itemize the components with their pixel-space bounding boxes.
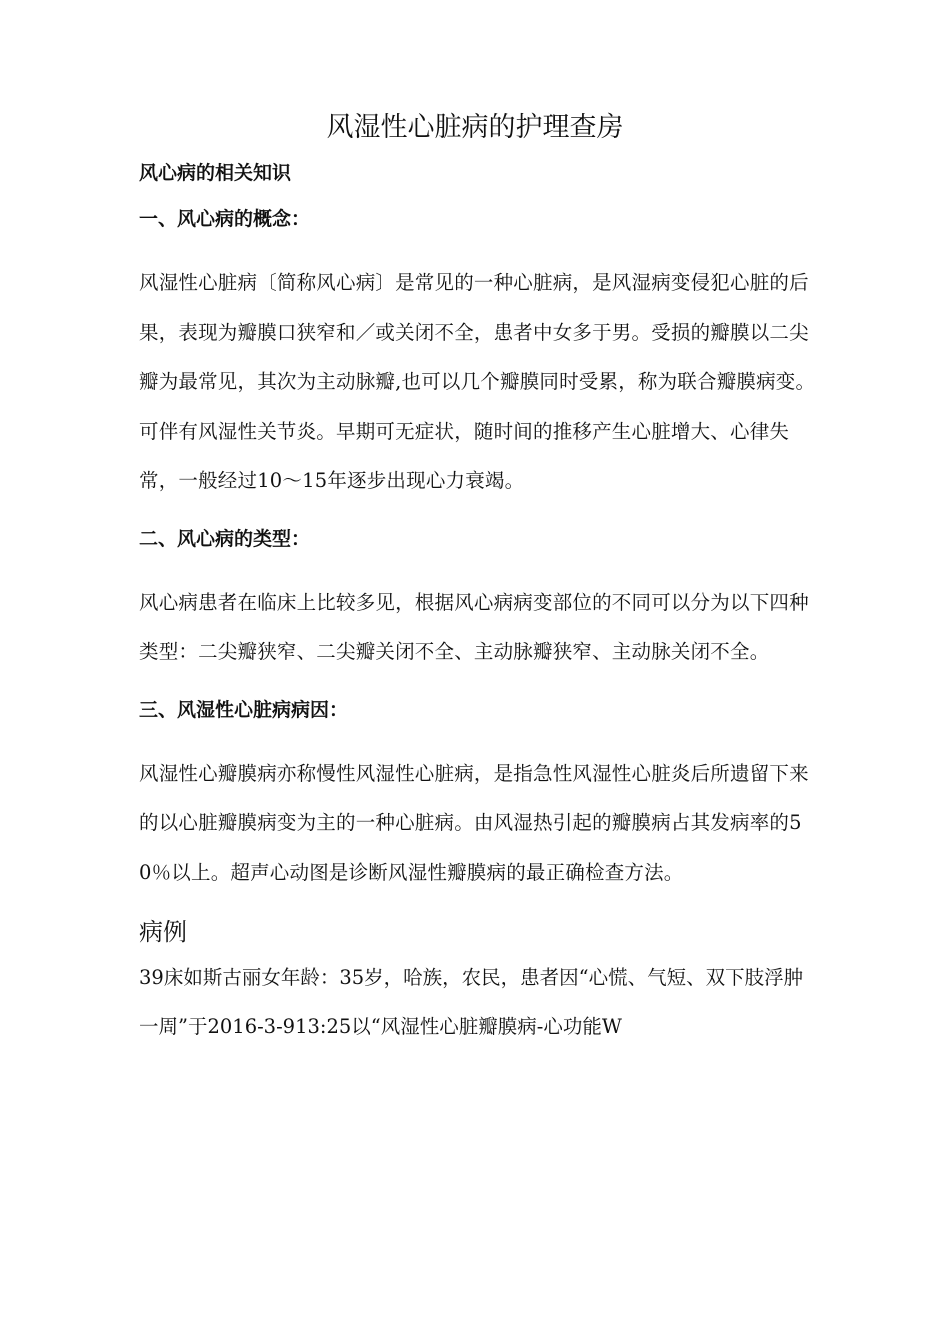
- page-title: 风湿性心脏病的护理查房: [326, 112, 624, 143]
- intro-heading: 风心病的相关知识: [139, 162, 292, 184]
- section-text-types: 风心病患者在临床上比较多见，根据风心病病变部位的不同可以分为以下四种类型：二尖瓣狭窄、二尖瓣关闭不全、主动脉瓣狭窄、主动脉关闭不全。: [139, 590, 809, 663]
- case-heading: 病例: [139, 918, 187, 946]
- section-text-concept: 风湿性心脏病〔简称风心病〕是常见的一种心脏病，是风湿病变侵犯心脏的后果，表现为瓣膜口狭窄和／或关闭不全，患者中女多于男。受损的瓣膜以二尖瓣为最常见，其次为主动脉瓣,也可以几个瓣膜同时受累，称为联合瓣膜病变。可伴有风湿性关节炎。早期可无症状，随时间的推移产生心脏增大、心律失常，一般经过10〜15年逐步出现心力衰竭。: [139, 271, 816, 492]
- section-heading-types: 二、风心病的类型：: [139, 527, 311, 550]
- section-heading-causes: 三、风湿性心脏病病因：: [139, 698, 349, 721]
- section-text-causes: 风湿性心瓣膜病亦称慢性风湿性心脏病，是指急性风湿性心脏炎后所遗留下来的以心脏瓣膜病变为主的一种心脏病。由风湿热引起的瓣膜病占其发病率的50％以上。超声心动图是诊断风湿性瓣膜病的最正确检查方法。: [139, 761, 809, 884]
- section-heading-concept: 一、风心病的概念：: [139, 208, 311, 230]
- document-body: [139, 158, 819, 1051]
- case-text: 39床如斯古丽女年龄：35岁，哈族，农民，患者因“心慌、气短、双下肢浮肿一周”于2016-3-913:25以“风湿性心脏瓣膜病-心功能W: [139, 966, 804, 1038]
